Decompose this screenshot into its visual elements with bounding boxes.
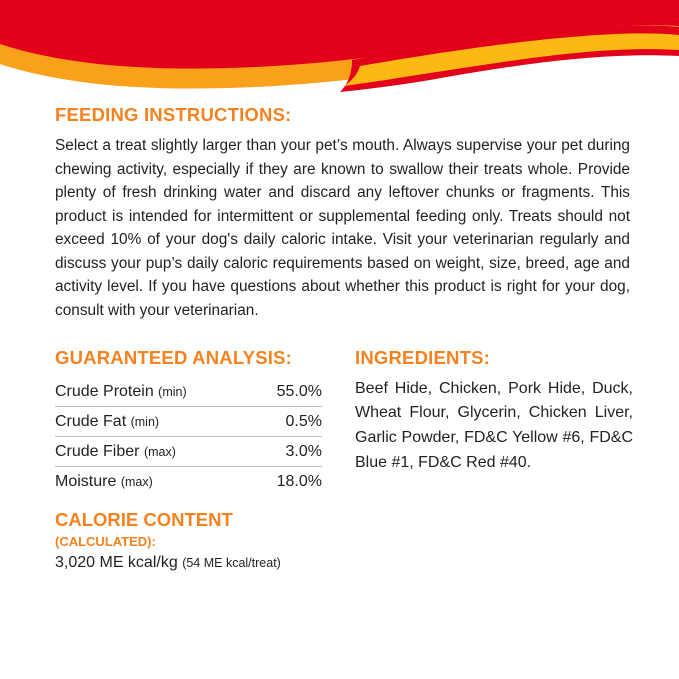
ga-nutrient-name: Crude Fat bbox=[55, 412, 127, 430]
guaranteed-analysis-heading: GUARANTEED ANALYSIS: bbox=[55, 346, 292, 368]
table-row bbox=[55, 406, 322, 436]
ga-nutrient-qualifier: (min) bbox=[158, 384, 187, 399]
ga-nutrient-value: 18.0% bbox=[276, 472, 322, 490]
calorie-content-value: 3,020 ME kcal/kg bbox=[55, 554, 178, 572]
ga-nutrient-value: 55.0% bbox=[276, 382, 322, 400]
table-row bbox=[55, 436, 322, 466]
guaranteed-analysis-table bbox=[55, 377, 322, 496]
ga-nutrient-qualifier: (max) bbox=[120, 474, 153, 489]
calorie-content-section bbox=[55, 510, 327, 573]
calorie-content-heading bbox=[55, 510, 327, 551]
lower-columns bbox=[55, 347, 631, 573]
ga-row-label bbox=[55, 436, 254, 466]
calorie-content-heading-note: (CALCULATED): bbox=[55, 533, 156, 549]
label-content bbox=[55, 104, 631, 572]
calorie-content-per-treat: (54 ME kcal/treat) bbox=[182, 556, 281, 571]
ga-nutrient-name: Moisture bbox=[55, 472, 117, 490]
ga-nutrient-value: 0.5% bbox=[285, 412, 322, 430]
ga-nutrient-name: Crude Protein bbox=[55, 382, 154, 400]
ingredients-section bbox=[355, 347, 633, 573]
feeding-instructions-section bbox=[55, 104, 630, 323]
ga-row-label bbox=[55, 377, 254, 407]
ga-row-label bbox=[55, 406, 254, 436]
ga-nutrient-qualifier: (min) bbox=[130, 414, 160, 429]
ga-row-label bbox=[55, 466, 254, 496]
ga-nutrient-value: 3.0% bbox=[285, 442, 322, 460]
ingredients-heading: INGREDIENTS: bbox=[355, 346, 490, 368]
feeding-instructions-heading: FEEDING INSTRUCTIONS: bbox=[55, 104, 292, 125]
banner-swoosh-graphic bbox=[0, 0, 679, 110]
table-row bbox=[55, 377, 322, 407]
feeding-instructions-body: Select a treat slightly larger than your pet’s mouth. Always supervise your pet during chewing activity, especially if they are known to swallow their treats whole. Provide plenty of fresh drinking water and discard any leftover chunks or fragments. This product is intended for intermittent or supplemental feeding only. Treats should not exceed 10% of your dog's daily caloric intake. Visit your veterinarian regularly and discuss your pup’s daily caloric requirements based on weight, size, breed, age and activity level. If you have questions about whether this product is right for your dog, consult with your veterinarian. bbox=[55, 137, 630, 319]
ga-nutrient-name: Crude Fiber bbox=[55, 442, 140, 460]
decorative-banner bbox=[0, 0, 679, 110]
ingredients-body: Beef Hide, Chicken, Pork Hide, Duck, Wheat Flour, Glycerin, Chicken Liver, Garlic Powder, FD&C Yellow #6, FD&C Blue #1, FD&C Red #40. bbox=[355, 379, 633, 472]
guaranteed-analysis-section bbox=[55, 347, 327, 573]
calorie-content-value-row bbox=[55, 554, 327, 572]
calorie-content-heading-text: CALORIE CONTENT bbox=[55, 508, 233, 530]
ga-nutrient-qualifier: (max) bbox=[143, 444, 176, 459]
table-row bbox=[55, 466, 322, 496]
